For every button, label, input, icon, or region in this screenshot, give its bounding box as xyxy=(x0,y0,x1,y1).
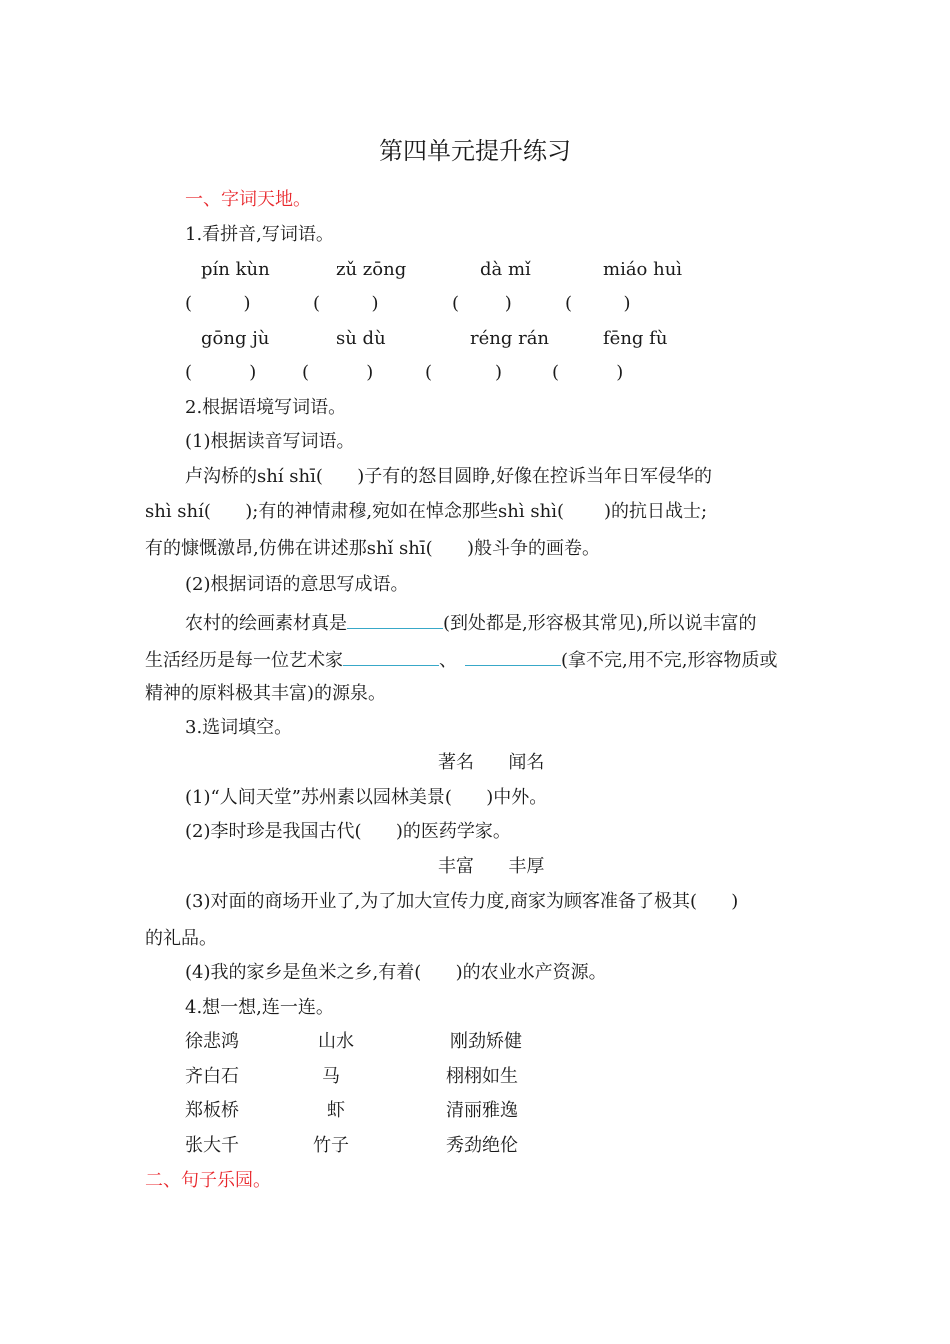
painter-name[interactable]: 齐白石 xyxy=(185,1066,239,1087)
subject-item[interactable]: 竹子 xyxy=(313,1135,349,1156)
page-title: 第四单元提升练习 xyxy=(379,137,571,165)
subject-item[interactable]: 虾 xyxy=(327,1100,345,1121)
answer-blank[interactable]: ( ) xyxy=(452,293,512,314)
description-item[interactable]: 清丽雅逸 xyxy=(446,1100,518,1121)
pinyin-7: réng rán xyxy=(470,328,550,349)
section-2-heading: 二、句子乐园。 xyxy=(145,1170,271,1191)
q2-sub2-paragraph-line-3: 精神的原料极其丰富)的源泉。 xyxy=(145,683,387,704)
q2-sub2-paragraph-line-2 xyxy=(145,645,777,673)
q4-label: 4.想一想,连一连。 xyxy=(185,997,334,1018)
description-item[interactable]: 栩栩如生 xyxy=(446,1066,518,1087)
answer-blank[interactable]: ( ) xyxy=(302,362,374,383)
answer-blank[interactable]: ( ) xyxy=(565,293,631,314)
q2-sub1-paragraph-line-3: 有的慷慨激昂,仿佛在讲述那shǐ shī( )般斗争的画卷。 xyxy=(145,538,600,559)
pinyin-1: pín kùn xyxy=(201,259,270,280)
q2-sub2-label: (2)根据词语的意思写成语。 xyxy=(185,574,409,595)
painter-name[interactable]: 郑板桥 xyxy=(185,1100,239,1121)
description-item[interactable]: 秀劲绝伦 xyxy=(446,1135,518,1156)
q3-item-2: (2)李时珍是我国古代( )的医药学家。 xyxy=(185,821,511,842)
idiom-blank-3[interactable] xyxy=(465,645,561,666)
pinyin-2: zǔ zōng xyxy=(336,259,407,280)
pinyin-4: miáo huì xyxy=(603,259,683,280)
subject-item[interactable]: 山水 xyxy=(318,1031,354,1052)
text-segment: 农村的绘画素材真是 xyxy=(185,613,347,634)
answer-blank[interactable]: ( ) xyxy=(425,362,502,383)
answer-blank[interactable]: ( ) xyxy=(552,362,624,383)
q2-label: 2.根据语境写词语。 xyxy=(185,397,347,418)
q2-sub1-label: (1)根据读音写词语。 xyxy=(185,431,355,452)
q3-item-4: (4)我的家乡是鱼米之乡,有着( )的农业水产资源。 xyxy=(185,962,607,983)
answer-blank[interactable]: ( ) xyxy=(185,293,251,314)
pinyin-5: gōng jù xyxy=(201,328,270,349)
painter-name[interactable]: 徐悲鸿 xyxy=(185,1031,239,1052)
painter-name[interactable]: 张大千 xyxy=(185,1135,239,1156)
q3-word-choices-2: 丰富 丰厚 xyxy=(438,856,545,877)
pinyin-8: fēng fù xyxy=(603,328,668,349)
q3-word-choices-1: 著名 闻名 xyxy=(438,752,545,773)
pinyin-6: sù dù xyxy=(336,328,386,349)
pinyin-3: dà mǐ xyxy=(480,259,531,280)
answer-blank[interactable]: ( ) xyxy=(185,362,257,383)
q2-sub2-paragraph-line-1 xyxy=(185,608,757,636)
q3-item-1: (1)“人间天堂”苏州素以园林美景( )中外。 xyxy=(185,787,548,808)
description-item[interactable]: 刚劲矫健 xyxy=(450,1031,522,1052)
section-1-heading: 一、字词天地。 xyxy=(185,189,311,210)
text-segment: 生活经历是每一位艺术家 xyxy=(145,650,343,671)
idiom-blank-1[interactable] xyxy=(347,608,443,629)
q3-item-3-continued: 的礼品。 xyxy=(145,928,217,949)
q1-label: 1.看拼音,写词语。 xyxy=(185,224,334,245)
q2-sub1-paragraph-line-2: shì shí( );有的神情肃穆,宛如在悼念那些shì shì( )的抗日战士; xyxy=(145,501,708,522)
idiom-blank-2[interactable] xyxy=(343,645,439,666)
q3-item-3: (3)对面的商场开业了,为了加大宣传力度,商家为顾客准备了极其( ) xyxy=(185,891,739,912)
text-segment: (拿不完,用不完,形容物质或 xyxy=(561,650,778,671)
subject-item[interactable]: 马 xyxy=(322,1066,340,1087)
q3-label: 3.选词填空。 xyxy=(185,717,293,738)
separator: 、 xyxy=(439,650,457,671)
q2-sub1-paragraph-line-1: 卢沟桥的shí shī( )子有的怒目圆睁,好像在控诉当年日军侵华的 xyxy=(185,466,712,487)
answer-blank[interactable]: ( ) xyxy=(313,293,379,314)
text-segment: (到处都是,形容极其常见),所以说丰富的 xyxy=(443,613,757,634)
